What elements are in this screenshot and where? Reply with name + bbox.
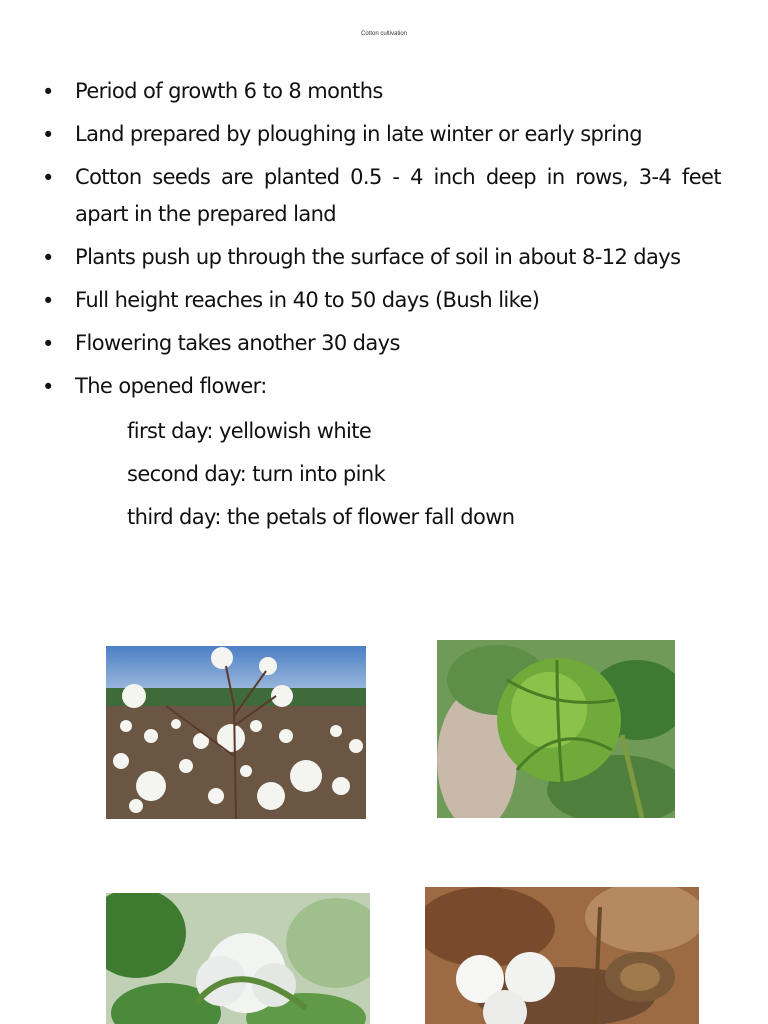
sub-item-second-day: second day: turn into pink	[127, 462, 386, 486]
ripe-cotton-photo	[425, 887, 699, 1024]
opening-boll-photo	[106, 893, 370, 1024]
cotton-field-photo	[106, 646, 366, 819]
bullet-marker: •	[42, 332, 55, 356]
cotton-boll-photo	[437, 640, 675, 818]
bullet-growth-period: Period of growth 6 to 8 months	[75, 79, 383, 103]
bullet-marker: •	[42, 123, 55, 147]
bullet-land-preparation: Land prepared by ploughing in late winter or early spring	[75, 122, 642, 146]
bullet-seed-planting: Cotton seeds are planted 0.5 - 4 inch deep in rows, 3-4 feet apart in the prepared land	[75, 165, 721, 226]
bullet-sprouting: Plants push up through the surface of soil in about 8-12 days	[75, 245, 681, 269]
bullet-full-height: Full height reaches in 40 to 50 days (Bush like)	[75, 288, 540, 312]
bullet-marker: •	[42, 80, 55, 104]
bullet-marker: •	[42, 375, 55, 399]
bullet-opened-flower: The opened flower:	[75, 374, 267, 398]
page-header: Cotton cultivation	[360, 31, 408, 37]
bullet-marker: •	[42, 166, 55, 190]
bullet-marker: •	[42, 289, 55, 313]
sub-item-third-day: third day: the petals of flower fall down	[127, 505, 515, 529]
bullet-marker: •	[42, 246, 55, 270]
sub-item-first-day: first day: yellowish white	[127, 419, 372, 443]
bullet-flowering: Flowering takes another 30 days	[75, 331, 400, 355]
